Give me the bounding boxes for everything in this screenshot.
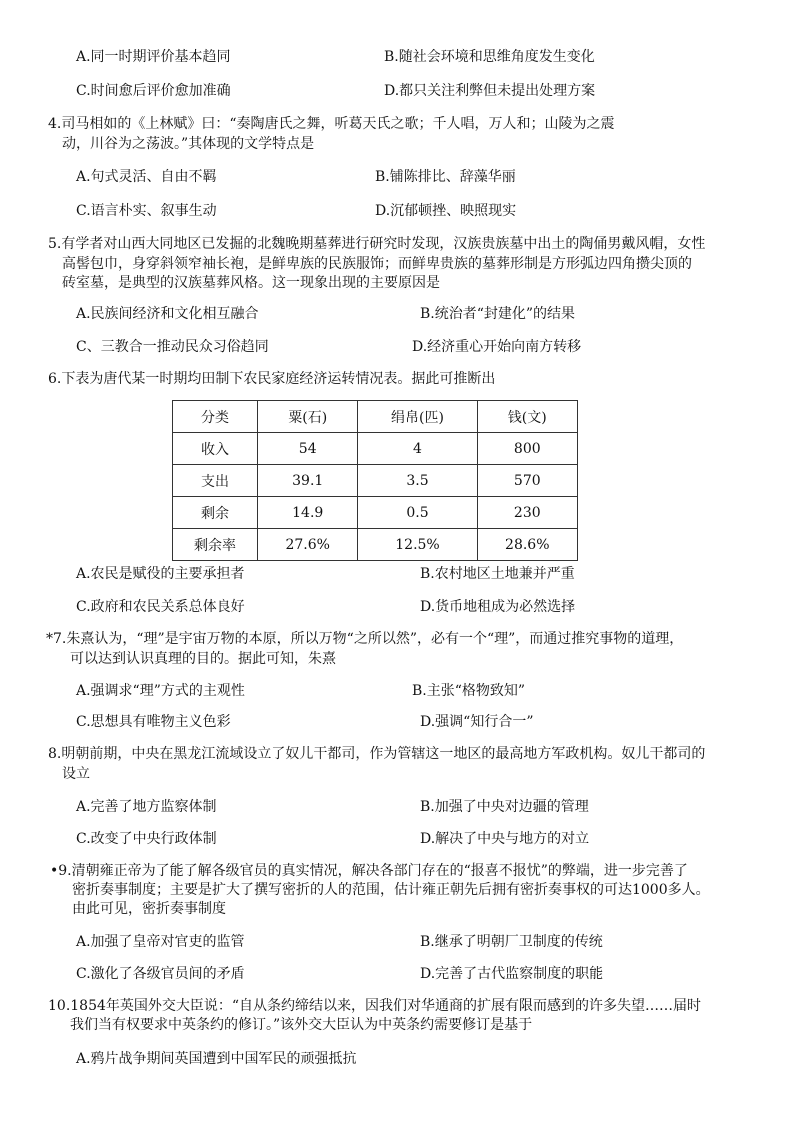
q6-option-b: B.农村地区土地兼并严重 (420, 566, 575, 582)
q6-stem: 6.下表为唐代某一时期均田制下农民家庭经济运转情况表。据此可推断出 (48, 371, 496, 387)
table-cell: 剩余率 (173, 529, 258, 561)
q4-option-c: C.语言朴实、叙事生动 (76, 203, 217, 219)
table-cell: 收入 (173, 433, 258, 465)
table-row (173, 529, 578, 561)
q8-option-d: D.解决了中央与地方的对立 (420, 831, 590, 847)
table-header-row (173, 401, 578, 433)
q9-option-d: D.完善了古代监察制度的职能 (420, 966, 604, 982)
q7-option-b: B.主张“格物致知” (412, 683, 526, 699)
q4-option-b: B.铺陈排比、辞藻华丽 (375, 169, 516, 185)
q5-option-c: C、三教合一推动民众习俗趋同 (76, 339, 269, 355)
q9-option-b: B.继承了明朝厂卫制度的传统 (420, 934, 603, 950)
q7-option-d: D.强调“知行合一” (420, 714, 534, 730)
table-row (173, 497, 578, 529)
q4-stem-line1: 4.司马相如的《上林赋》曰：“奏陶唐氏之舞，听葛天氏之歌；千人唱，万人和；山陵为之震 (48, 116, 615, 132)
table-cell: 3.5 (358, 465, 477, 497)
table-cell: 27.6% (258, 529, 358, 561)
table-header-cell: 钱(文) (477, 401, 577, 433)
table-cell: 800 (477, 433, 577, 465)
table-cell: 12.5% (358, 529, 477, 561)
table-cell: 230 (477, 497, 577, 529)
q8-stem-line1: 8.明朝前期，中央在黑龙江流域设立了奴儿干都司，作为管辖这一地区的最高地方军政机构。奴儿干都司的 (48, 746, 706, 762)
q9-stem-line2: 密折奏事制度；主要是扩大了撰写密折的人的范围，估计雍正朝先后拥有密折奏事权的可达1000多人。 (72, 882, 710, 898)
q8-stem-line2: 设立 (62, 766, 90, 782)
q8-option-b: B.加强了中央对边疆的管理 (420, 799, 589, 815)
q6-option-c: C.政府和农民关系总体良好 (76, 599, 245, 615)
q10-stem-line2: 我们当有权要求中英条约的修订。”该外交大臣认为中英条约需要修订是基于 (70, 1017, 533, 1033)
q8-option-c: C.改变了中央行政体制 (76, 831, 217, 847)
q5-option-a: A.民族间经济和文化相互融合 (76, 306, 259, 322)
q3-option-b: B.随社会环境和思维角度发生变化 (384, 49, 595, 65)
q5-option-b: B.统治者“封建化”的结果 (420, 306, 576, 322)
table-cell: 支出 (173, 465, 258, 497)
table-header-cell: 绢帛(匹) (358, 401, 477, 433)
q7-stem-line1: *7.朱熹认为，“理”是宇宙万物的本原，所以万物“之所以然”，必有一个“理”，而通过推究事物的道理， (46, 631, 684, 647)
q7-stem-line2: 可以达到认识真理的目的。据此可知，朱熹 (70, 651, 336, 667)
table-row (173, 433, 578, 465)
q6-option-a: A.农民是赋役的主要承担者 (76, 566, 245, 582)
q3-option-a: A.同一时期评价基本趋同 (76, 49, 231, 65)
q9-option-a: A.加强了皇帝对官吏的监管 (76, 934, 245, 950)
q6-data-table (172, 400, 578, 561)
q9-stem-line3: 由此可见，密折奏事制度 (72, 901, 226, 917)
table-cell: 4 (358, 433, 477, 465)
table-header-cell: 分类 (173, 401, 258, 433)
table-cell: 14.9 (258, 497, 358, 529)
q10-stem-line1: 10.1854年英国外交大臣说：“自从条约缔结以来，因我们对华通商的扩展有限而感到的许多失望……届时 (48, 998, 702, 1014)
q4-stem-line2: 动，川谷为之荡波。”其体现的文学特点是 (62, 136, 315, 152)
q3-option-c: C.时间愈后评价愈加准确 (76, 83, 231, 99)
q4-option-d: D.沉郁顿挫、映照现实 (375, 203, 517, 219)
table-cell: 570 (477, 465, 577, 497)
q4-option-a: A.句式灵活、自由不羁 (76, 169, 217, 185)
table-cell: 54 (258, 433, 358, 465)
q5-option-d: D.经济重心开始向南方转移 (412, 339, 582, 355)
table-cell: 0.5 (358, 497, 477, 529)
q10-option-a: A.鸦片战争期间英国遭到中国军民的顽强抵抗 (76, 1051, 357, 1067)
q5-stem-line2: 高髻包巾，身穿斜领窄袖长袍，是鲜卑族的民族服饰；而鲜卑贵族的墓葬形制是方形弧边四角攒尖顶的 (62, 256, 692, 272)
q8-option-a: A.完善了地方监察体制 (76, 799, 217, 815)
q9-stem-line1: •9.清朝雍正帝为了能了解各级官员的真实情况，解决各部门存在的“报喜不报忧”的弊端，进一步完善了 (50, 863, 688, 879)
q7-option-c: C.思想具有唯物主义色彩 (76, 714, 231, 730)
q7-option-a: A.强调求“理”方式的主观性 (76, 683, 245, 699)
q9-option-c: C.激化了各级官员间的矛盾 (76, 966, 245, 982)
q5-stem-line1: 5.有学者对山西大同地区已发掘的北魏晚期墓葬进行研究时发现，汉族贵族墓中出土的陶俑男戴风帽，女性 (48, 236, 706, 252)
table-header-cell: 粟(石) (258, 401, 358, 433)
table-cell: 剩余 (173, 497, 258, 529)
q3-option-d: D.都只关注利弊但未提出处理方案 (384, 83, 596, 99)
table-cell: 28.6% (477, 529, 577, 561)
table-row (173, 465, 578, 497)
q6-option-d: D.货币地租成为必然选择 (420, 599, 576, 615)
table-cell: 39.1 (258, 465, 358, 497)
q5-stem-line3: 砖室墓，是典型的汉族墓葬风格。这一现象出现的主要原因是 (62, 275, 440, 291)
